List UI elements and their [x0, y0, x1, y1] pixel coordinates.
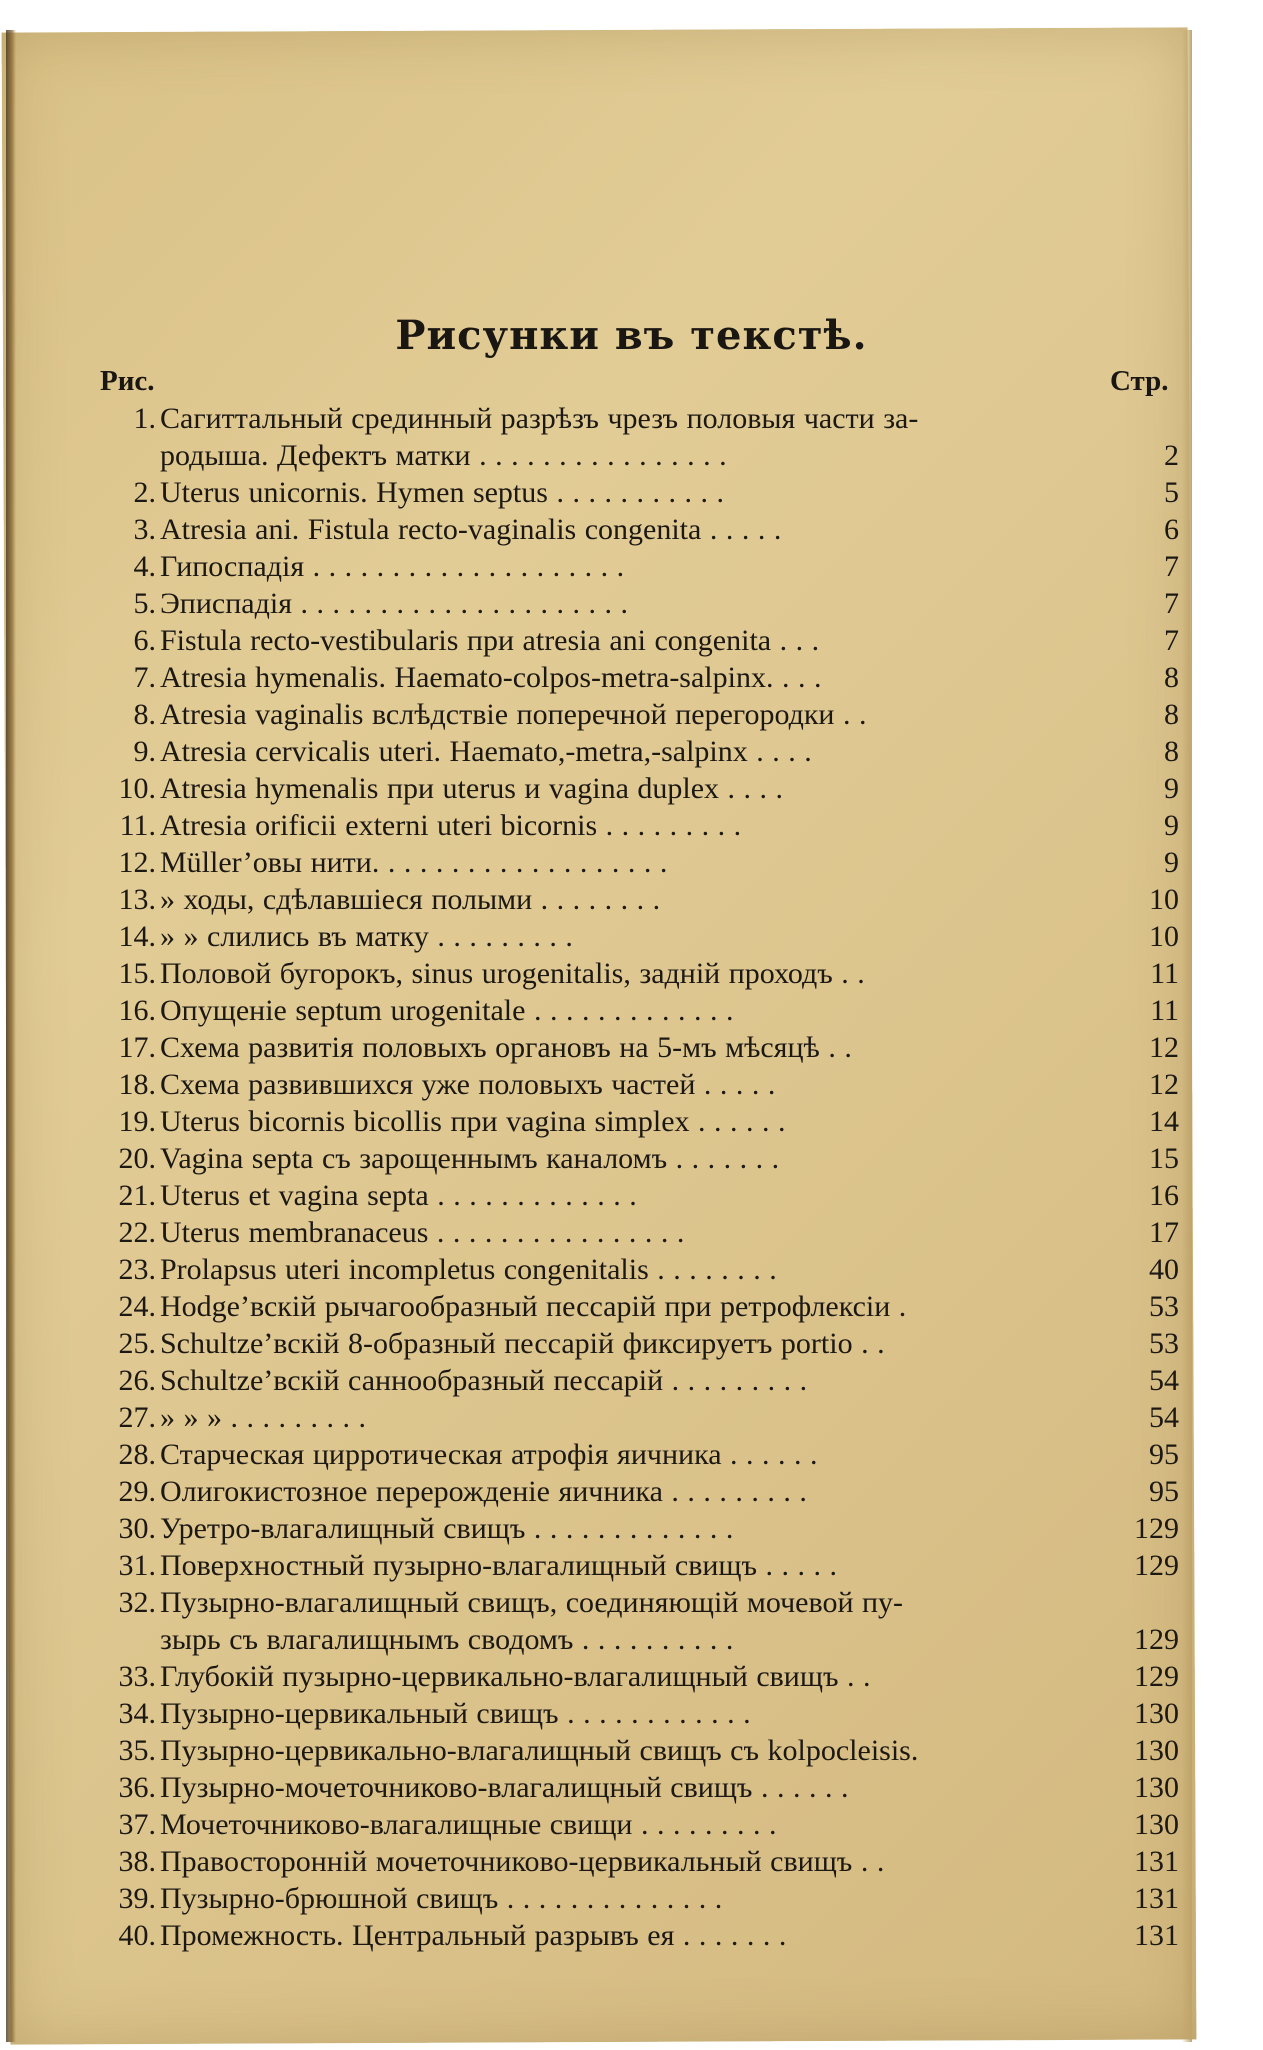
- list-item: [0, 1880, 1263, 1917]
- page-number: 7: [1164, 587, 1179, 620]
- figure-number: 14.: [118, 920, 156, 953]
- list-item: [0, 1029, 1263, 1066]
- page-number: 129: [1134, 1512, 1179, 1545]
- page-number: 5: [1164, 476, 1179, 509]
- page-number: 10: [1149, 920, 1179, 953]
- list-item: [0, 511, 1263, 548]
- page-number: 6: [1164, 513, 1179, 546]
- list-item: [0, 548, 1263, 585]
- list-item: [0, 1732, 1263, 1769]
- figure-number: 6.: [133, 624, 156, 657]
- figure-caption: Пузырно-цервикально-влагалищный свищъ съ kolpocleisis.: [160, 1734, 919, 1767]
- figure-number: 37.: [118, 1808, 156, 1841]
- figure-number: 9.: [133, 735, 156, 768]
- figure-number: 40.: [118, 1919, 156, 1952]
- page-number: 129: [1134, 1660, 1179, 1693]
- page-number: 9: [1164, 772, 1179, 805]
- page-number: 14: [1149, 1105, 1179, 1138]
- page-number: 15: [1149, 1142, 1179, 1175]
- figure-caption: Uterus et vagina septa . . . . . . . . . . . . .: [160, 1179, 637, 1212]
- page-number: 16: [1149, 1179, 1179, 1212]
- figure-number: 29.: [118, 1475, 156, 1508]
- page-number: 17: [1149, 1216, 1179, 1249]
- figure-caption: » ходы, сдѣлавшіеся полыми . . . . . . . .: [160, 883, 661, 916]
- figure-number: 25.: [118, 1327, 156, 1360]
- figure-caption: Пузырно-цервикальный свищъ . . . . . . . . . . . .: [160, 1697, 751, 1730]
- figure-number: 27.: [118, 1401, 156, 1434]
- figure-caption: Müller’овы нити. . . . . . . . . . . . . . . . . . .: [160, 846, 668, 879]
- list-item: [0, 1362, 1263, 1399]
- page-number: 40: [1149, 1253, 1179, 1286]
- list-item: [0, 622, 1263, 659]
- figure-number: 36.: [118, 1771, 156, 1804]
- page-column-header: Стр.: [1110, 365, 1169, 397]
- page-number: 129: [1134, 1623, 1179, 1656]
- list-item: [0, 1177, 1263, 1214]
- page-number: 130: [1134, 1734, 1179, 1767]
- list-item: [0, 1769, 1263, 1806]
- figure-caption: Hodge’вскій рычагообразный пессарій при ретрофлексіи .: [160, 1290, 907, 1323]
- page-number: 54: [1149, 1364, 1179, 1397]
- figure-caption-continuation: родыша. Дефектъ матки . . . . . . . . . . . . . . . .: [160, 439, 727, 472]
- figure-number: 30.: [118, 1512, 156, 1545]
- list-item: [0, 1806, 1263, 1843]
- list-item: [0, 844, 1263, 881]
- figure-number: 18.: [118, 1068, 156, 1101]
- list-item: [0, 1214, 1263, 1251]
- figure-caption: Atresia hymenalis при uterus и vagina duplex . . . .: [160, 772, 784, 805]
- list-item: [0, 881, 1263, 918]
- list-item: [0, 1399, 1263, 1436]
- list-item: [0, 659, 1263, 696]
- figure-number: 8.: [133, 698, 156, 731]
- figure-caption: Промежность. Центральный разрывъ ея . . . . . . .: [160, 1919, 787, 1952]
- figure-number: 33.: [118, 1660, 156, 1693]
- figure-number: 20.: [118, 1142, 156, 1175]
- list-item: [0, 400, 1263, 474]
- page-number: 53: [1149, 1327, 1179, 1360]
- figure-caption: Глубокій пузырно-цервикально-влагалищный свищъ . .: [160, 1660, 871, 1693]
- page-number: 53: [1149, 1290, 1179, 1323]
- list-item: [0, 1547, 1263, 1584]
- figure-caption: Поверхностный пузырно-влагалищный свищъ . . . . .: [160, 1549, 838, 1582]
- list-item: [0, 1325, 1263, 1362]
- list-item: [0, 1436, 1263, 1473]
- list-item: [0, 1917, 1263, 1954]
- figure-number: 24.: [118, 1290, 156, 1323]
- figure-number: 17.: [118, 1031, 156, 1064]
- figure-caption: Правосторонній мочеточниково-цервикальный свищъ . .: [160, 1845, 885, 1878]
- page-number: 8: [1164, 735, 1179, 768]
- page-number: 9: [1164, 846, 1179, 879]
- figure-caption: Schultze’вскій 8-образный пессарій фиксируетъ portio . .: [160, 1327, 885, 1360]
- page-number: 8: [1164, 661, 1179, 694]
- figure-number: 38.: [118, 1845, 156, 1878]
- figure-caption: Эписпадія . . . . . . . . . . . . . . . . . . . . .: [160, 587, 628, 620]
- list-item: [0, 992, 1263, 1029]
- list-item: [0, 1473, 1263, 1510]
- page-number: 10: [1149, 883, 1179, 916]
- page-number: 9: [1164, 809, 1179, 842]
- list-item: [0, 1140, 1263, 1177]
- list-item: [0, 474, 1263, 511]
- figure-number: 22.: [118, 1216, 156, 1249]
- page-number: 131: [1134, 1882, 1179, 1915]
- page-number: 131: [1134, 1919, 1179, 1952]
- page-number: 129: [1134, 1549, 1179, 1582]
- figure-number: 5.: [133, 587, 156, 620]
- page-number: 2: [1164, 439, 1179, 472]
- figure-number: 10.: [118, 772, 156, 805]
- list-item: [0, 1843, 1263, 1880]
- figure-caption: Vagina septa съ зарощеннымъ каналомъ . . . . . . .: [160, 1142, 780, 1175]
- list-item: [0, 1695, 1263, 1732]
- list-item: [0, 1066, 1263, 1103]
- list-item: [0, 1251, 1263, 1288]
- figure-caption: Мочеточниково-влагалищные свищи . . . . . . . . .: [160, 1808, 777, 1841]
- figure-caption: Пузырно-мочеточниково-влагалищный свищъ . . . . . .: [160, 1771, 849, 1804]
- figure-caption: Schultze’вскій саннообразный пессарій . . . . . . . . .: [160, 1364, 808, 1397]
- figure-caption: » » » . . . . . . . . .: [160, 1401, 366, 1434]
- figure-caption: Гипоспадія . . . . . . . . . . . . . . . . . . . .: [160, 550, 625, 583]
- figure-number: 15.: [118, 957, 156, 990]
- figure-number: 1.: [133, 402, 156, 435]
- figure-caption: » » слились въ матку . . . . . . . . .: [160, 920, 573, 953]
- page-number: 7: [1164, 624, 1179, 657]
- figure-number: 35.: [118, 1734, 156, 1767]
- figure-number: 12.: [118, 846, 156, 879]
- list-item: [0, 1510, 1263, 1547]
- page-number: 130: [1134, 1808, 1179, 1841]
- page-number: 11: [1150, 994, 1179, 1027]
- figure-caption: Олигокистозное перерожденіе яичника . . . . . . . . .: [160, 1475, 807, 1508]
- page-number: 7: [1164, 550, 1179, 583]
- page-number: 130: [1134, 1697, 1179, 1730]
- figure-caption: Fistula recto-vestibularis при atresia ani congenita . . .: [160, 624, 820, 657]
- figure-caption: Половой бугорокъ, sinus urogenitalis, задній проходъ . .: [160, 957, 865, 990]
- figure-number: 4.: [133, 550, 156, 583]
- list-item: [0, 585, 1263, 622]
- figure-caption: Пузырно-брюшной свищъ . . . . . . . . . . . . . .: [160, 1882, 723, 1915]
- figure-caption: Схема развитія половыхъ органовъ на 5-мъ мѣсяцѣ . .: [160, 1031, 852, 1064]
- figure-number: 13.: [118, 883, 156, 916]
- page-number: 11: [1150, 957, 1179, 990]
- figure-number: 39.: [118, 1882, 156, 1915]
- page-number: 95: [1149, 1438, 1179, 1471]
- figure-caption: Atresia orificii externi uteri bicornis . . . . . . . . .: [160, 809, 742, 842]
- figure-number: 2.: [133, 476, 156, 509]
- page-number: 12: [1149, 1068, 1179, 1101]
- figure-caption: Пузырно-влагалищный свищъ, соединяющій мочевой пу-: [160, 1586, 904, 1619]
- figure-caption: Prolapsus uteri incompletus congenitalis . . . . . . . .: [160, 1253, 777, 1286]
- page-number: 12: [1149, 1031, 1179, 1064]
- figure-number: 3.: [133, 513, 156, 546]
- list-item: [0, 807, 1263, 844]
- figure-number: 31.: [118, 1549, 156, 1582]
- figure-caption: Uterus unicornis. Hymen septus . . . . . . . . . . .: [160, 476, 724, 509]
- page-title: Рисунки въ текстѣ.: [395, 312, 868, 359]
- list-item: [0, 918, 1263, 955]
- figure-caption: Опущеніе septum urogenitale . . . . . . . . . . . . .: [160, 994, 734, 1027]
- list-item: [0, 770, 1263, 807]
- figure-caption: Сагиттальный срединный разрѣзъ чрезъ половыя части за-: [160, 402, 919, 435]
- list-item: [0, 696, 1263, 733]
- figure-caption: Uterus bicornis bicollis при vagina simplex . . . . . .: [160, 1105, 786, 1138]
- figure-caption: Старческая цирротическая атрофія яичника . . . . . .: [160, 1438, 818, 1471]
- list-item: [0, 1103, 1263, 1140]
- list-item: [0, 1288, 1263, 1325]
- list-item: [0, 955, 1263, 992]
- figure-caption: Atresia ani. Fistula recto-vaginalis congenita . . . . .: [160, 513, 782, 546]
- figure-caption: Atresia cervicalis uteri. Haemato,-metra,-salpinx . . . .: [160, 735, 812, 768]
- figure-number: 19.: [118, 1105, 156, 1138]
- figure-number: 34.: [118, 1697, 156, 1730]
- figure-list: [0, 400, 1263, 1954]
- figure-number: 21.: [118, 1179, 156, 1212]
- list-item: [0, 733, 1263, 770]
- figure-caption: Atresia hymenalis. Haemato-colpos-metra-salpinx. . . .: [160, 661, 822, 694]
- figure-number: 32.: [118, 1586, 156, 1619]
- figure-number: 11.: [119, 809, 156, 842]
- list-item: [0, 1584, 1263, 1658]
- figure-caption: Схема развившихся уже половыхъ частей . . . . .: [160, 1068, 776, 1101]
- figure-number: 28.: [118, 1438, 156, 1471]
- page-number: 54: [1149, 1401, 1179, 1434]
- figure-caption: Uterus membranaceus . . . . . . . . . . . . . . . .: [160, 1216, 685, 1249]
- figure-number: 26.: [118, 1364, 156, 1397]
- page-number: 131: [1134, 1845, 1179, 1878]
- page-number: 130: [1134, 1771, 1179, 1804]
- figure-caption-continuation: зырь съ влагалищнымъ сводомъ . . . . . . . . . .: [160, 1623, 734, 1656]
- page-number: 95: [1149, 1475, 1179, 1508]
- page-number: 8: [1164, 698, 1179, 731]
- figure-caption: Atresia vaginalis вслѣдствіе поперечной перегородки . .: [160, 698, 867, 731]
- figure-number: 7.: [133, 661, 156, 694]
- figure-column-header: Рис.: [100, 365, 155, 397]
- figure-caption: Уретро-влагалищный свищъ . . . . . . . . . . . . .: [160, 1512, 734, 1545]
- list-item: [0, 1658, 1263, 1695]
- figure-number: 16.: [118, 994, 156, 1027]
- figure-number: 23.: [118, 1253, 156, 1286]
